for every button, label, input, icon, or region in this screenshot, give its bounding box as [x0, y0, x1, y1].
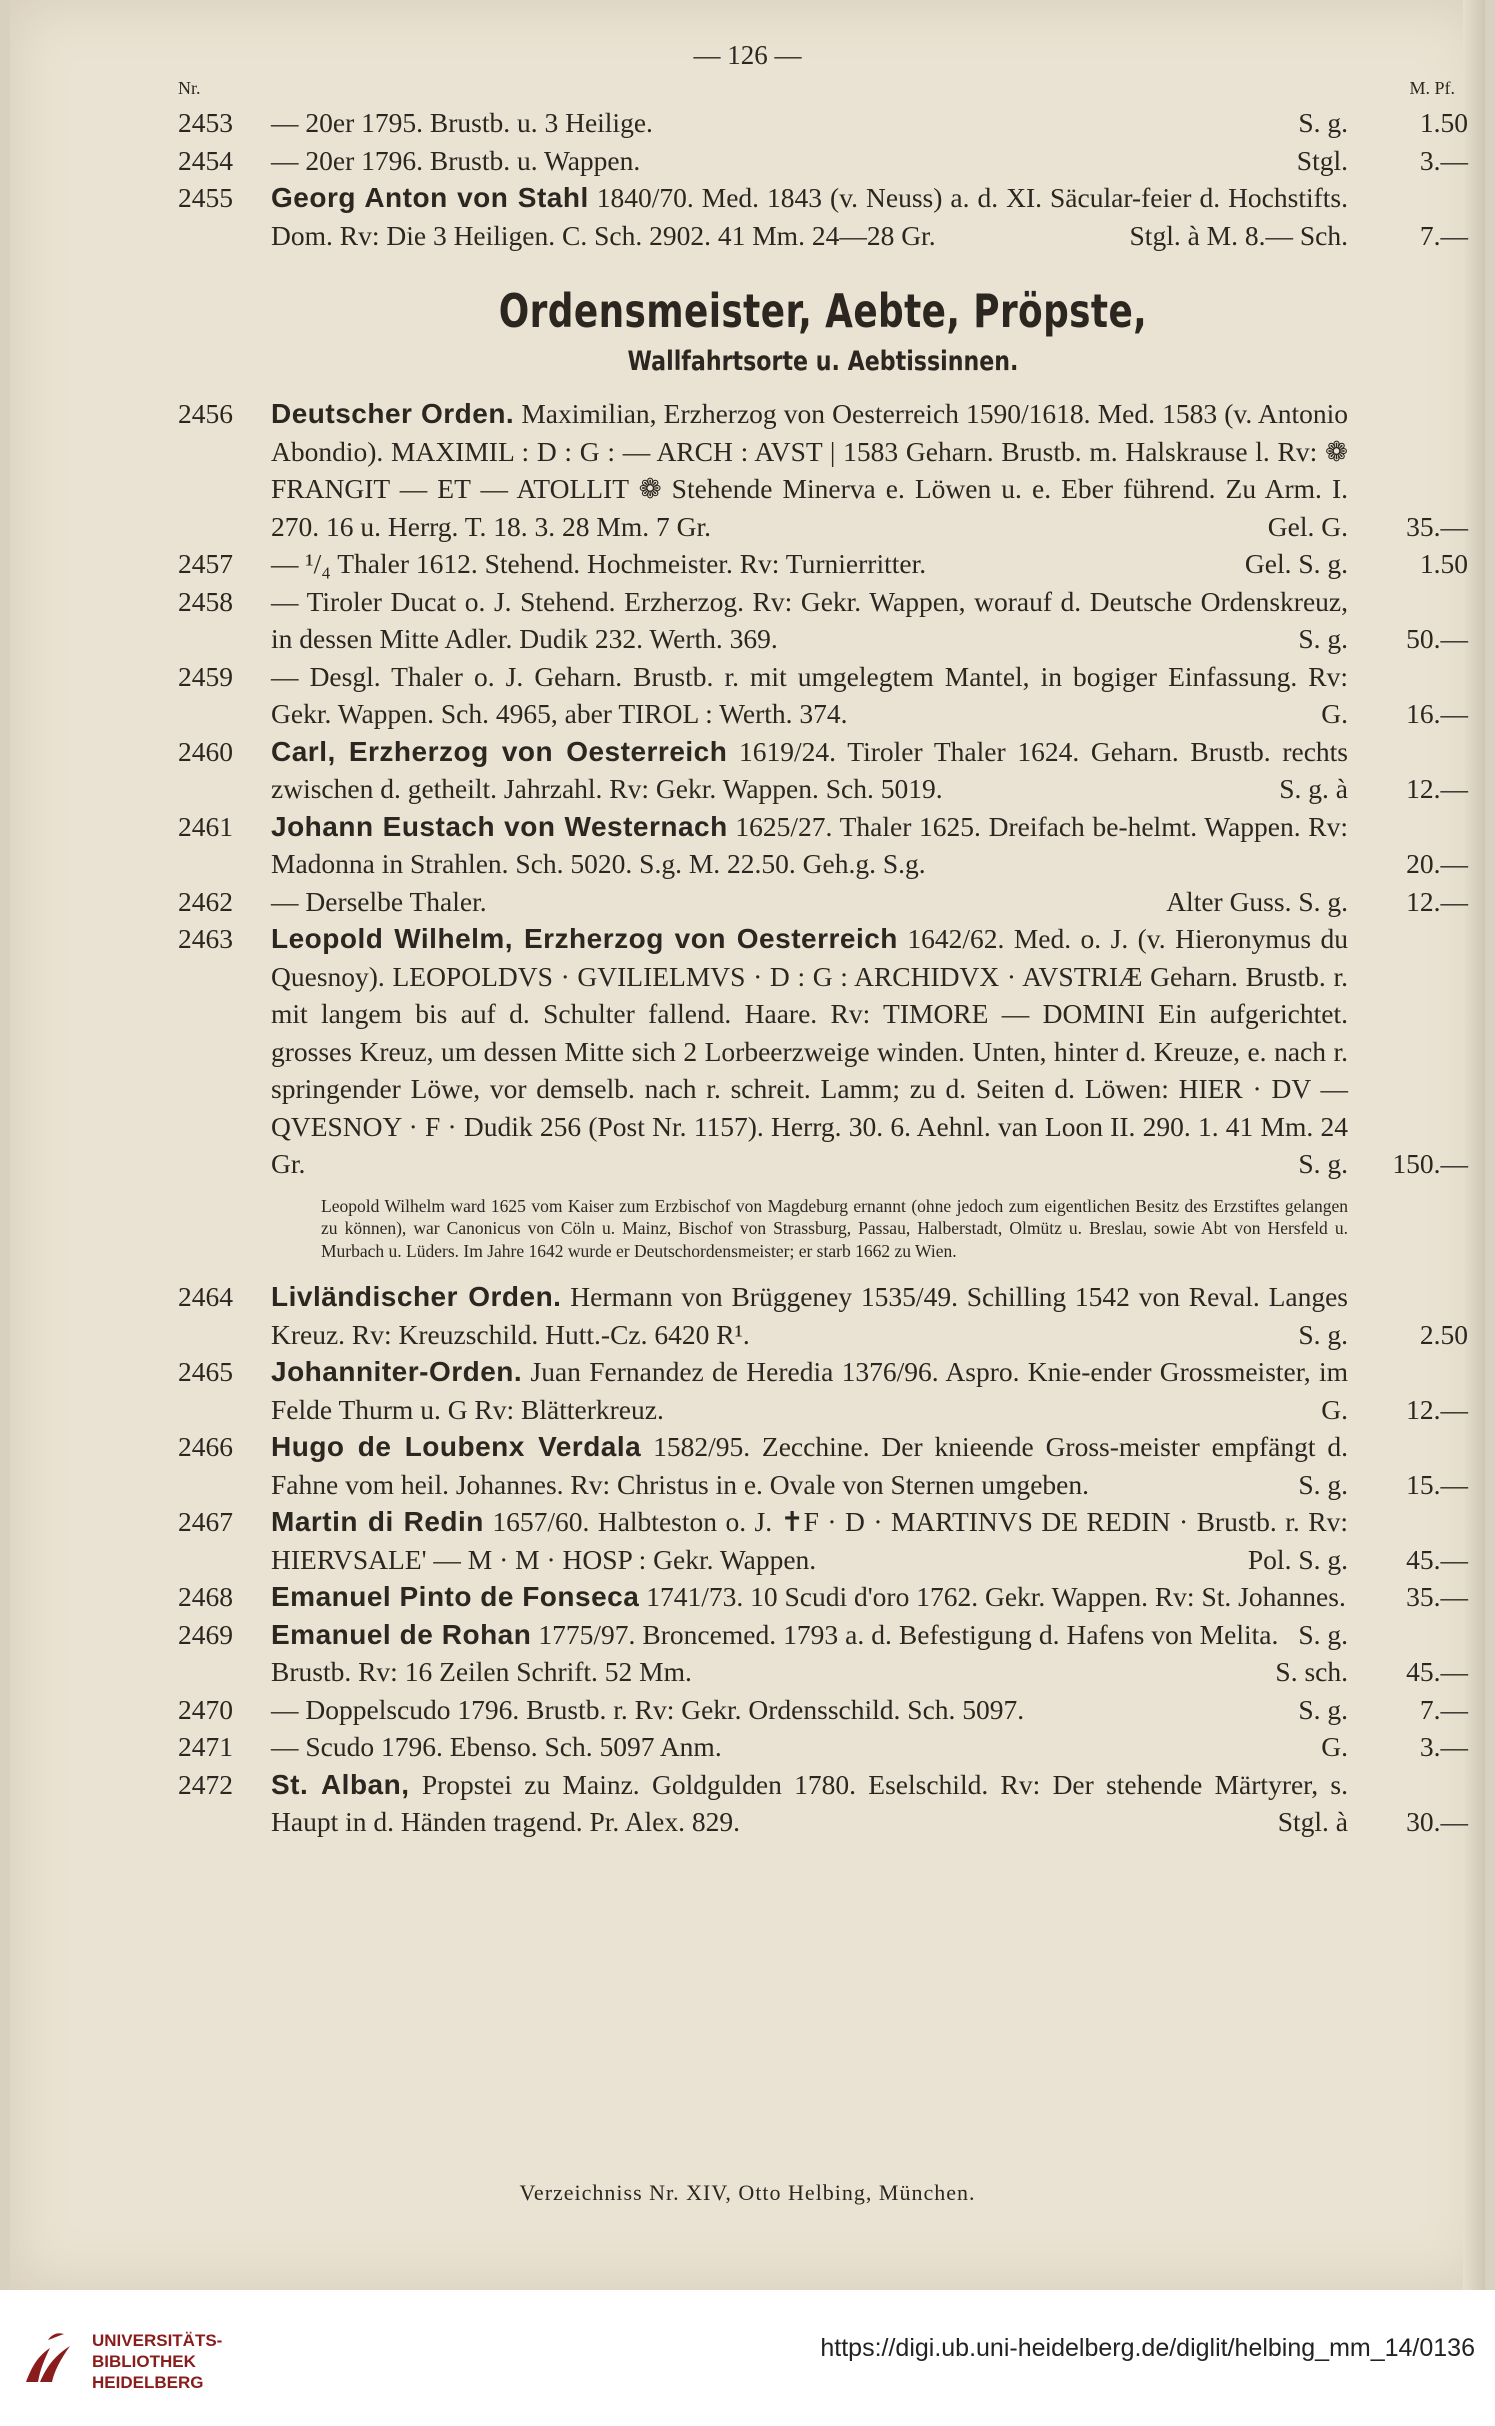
- entry-text: — Scudo 1796. Ebenso. Sch. 5097 Anm.: [271, 1731, 722, 1762]
- entry-price: 20.—: [1406, 848, 1468, 879]
- entry-condition: Stgl. à M. 8.— Sch.: [1129, 219, 1348, 251]
- entry-name: Johanniter-Orden.: [271, 1356, 523, 1387]
- entry-number: 2455: [178, 182, 233, 213]
- entry-name: St. Alban,: [271, 1768, 410, 1800]
- entries-bottom: [178, 1278, 1468, 1841]
- entry-price: 12.—: [1406, 1393, 1468, 1425]
- entry-price: 45.—: [1406, 1543, 1468, 1575]
- entry-condition: S. g.: [1298, 623, 1348, 654]
- entry-description: [271, 733, 1468, 808]
- entry-description: [271, 808, 1468, 883]
- entry-number: 2465: [178, 1356, 233, 1387]
- entry-name: Hugo de Loubenx Verdala: [271, 1431, 642, 1462]
- entry-price: 2.50: [1419, 1318, 1468, 1350]
- entry-text: 1775/97. Broncemed. 1793 a. d. Befestigung d. Hafens von Melita. Brustb. Rv: 16 Zeilen Schrift. 52 Mm.: [271, 1618, 1279, 1687]
- catalogue-entry: [178, 1503, 1468, 1578]
- catalogue-entry: [178, 1278, 1468, 1353]
- catalogue-entry: [178, 104, 1468, 142]
- entry-description: [271, 1616, 1468, 1691]
- entry-text: 1657/60. Halbteston o. J. ✝F · D · MARTINVS DE REDIN · Brustb. r. Rv: HIERVSALE' — M · M · HOSP : Gekr. Wappen.: [271, 1506, 1348, 1575]
- entry-description: [271, 395, 1468, 545]
- entry-name: Leopold Wilhelm, Erzherzog von Oesterreich: [271, 923, 898, 954]
- university-library-logo-icon: [18, 2326, 82, 2390]
- library-line-2: BIBLIOTHEK: [92, 2352, 196, 2371]
- page-number: — 126 —: [693, 40, 802, 70]
- entry-number: 2472: [178, 1768, 233, 1800]
- entry-description: [271, 142, 1468, 180]
- entry-number: 2467: [178, 1506, 233, 1537]
- entry-price: 45.—: [1406, 1656, 1468, 1687]
- entry-condition: Alter Guss. S. g.: [1166, 885, 1348, 917]
- entry-text: 1625/27. Thaler 1625. Dreifach be-helmt. Wappen. Rv: Madonna in Strahlen. Sch. 5020. S.g. M. 22.50. Geh.g. S.g.: [271, 810, 1348, 879]
- entry-text: — Doppelscudo 1796. Brustb. r. Rv: Gekr. Ordensschild. Sch. 5097.: [271, 1693, 1025, 1725]
- entry-description: [271, 545, 1468, 583]
- entry-text: — Tiroler Ducat o. J. Stehend. Erzherzog. Rv: Gekr. Wappen, worauf d. Deutsche Ordenskreuz, in dessen Mitte Adler. Dudik 232. Werth. 369.: [271, 585, 1348, 654]
- entry-condition: S. g.: [1298, 1468, 1348, 1500]
- entry-text: — 20er 1796. Brustb. u. Wappen.: [271, 144, 641, 176]
- section-heading: [178, 284, 1468, 377]
- entry-price: 35.—: [1406, 510, 1468, 542]
- entry-text: 1619/24. Tiroler Thaler 1624. Geharn. Brustb. rechts zwischen d. getheilt. Jahrzahl. Rv: Gekr. Wappen. Sch. 5019.: [271, 735, 1348, 804]
- entry-description: [271, 920, 1468, 1183]
- catalogue-entry: [178, 883, 1468, 921]
- catalogue-entry: [178, 1353, 1468, 1428]
- entry-description: [271, 1353, 1468, 1428]
- catalogue-footer: Verzeichniss Nr. XIV, Otto Helbing, München.: [519, 2180, 976, 2205]
- entry-price: 16.—: [1406, 698, 1468, 729]
- entry-number: 2458: [178, 585, 233, 617]
- entry-description: [271, 583, 1468, 658]
- entry-text: — 20er 1795. Brustb. u. 3 Heilige.: [271, 107, 653, 138]
- catalogue-entry: [178, 142, 1468, 180]
- catalogue-entry: [178, 658, 1468, 733]
- entry-name: Emanuel Pinto de Fonseca: [271, 1581, 640, 1612]
- library-line-1: UNIVERSITÄTS-: [92, 2331, 223, 2350]
- entry-text: — ¹/₄ Thaler 1612. Stehend. Hochmeister. Rv: Turnierritter.: [271, 548, 927, 579]
- catalogue-entry: [178, 1728, 1468, 1766]
- entry-number: 2459: [178, 660, 233, 692]
- entry-condition: S. g. à: [1279, 773, 1348, 804]
- entry-condition: Pol. S. g.: [1247, 1543, 1348, 1575]
- entry-price: 3.—: [1419, 144, 1468, 176]
- entries-top: [178, 104, 1468, 254]
- catalogue-entry: [178, 1616, 1468, 1691]
- entry-name: Livländischer Orden.: [271, 1281, 562, 1312]
- entry-price: 35.—: [1406, 1581, 1468, 1612]
- entry-condition: S. g.: [1298, 1148, 1348, 1179]
- footnote: Leopold Wilhelm ward 1625 vom Kaiser zum Erzbischof von Magdeburg ernannt (ohne jedoch zum eigentlichen Besitz des Erzstiftes gelangen zu können), war Canonicus von Cöln u. Mainz, Bischof von Strassburg, Passau, Halberstadt, Olmütz u. Breslau, sowie Abt von Hersfeld u. Murbach u. Lüders. Im Jahre 1642 wurde er Deutschordensmeister; er starb 1662 zu Wien.: [321, 1195, 1348, 1261]
- catalogue-entry: [178, 395, 1468, 545]
- entry-number: 2453: [178, 107, 233, 138]
- entry-price: 30.—: [1406, 1806, 1468, 1837]
- catalogue-entry: [178, 545, 1468, 583]
- entry-number: 2464: [178, 1281, 233, 1312]
- entry-number: 2462: [178, 885, 233, 917]
- entry-condition: G.: [1321, 698, 1348, 729]
- entry-number: 2460: [178, 735, 233, 767]
- entry-text: Juan Fernandez de Heredia 1376/96. Aspro. Knie-ender Grossmeister, im Felde Thurm u. G Rv: Blätterkreuz.: [271, 1356, 1348, 1425]
- library-line-3: HEIDELBERG: [92, 2373, 204, 2392]
- catalogue-entry: [178, 179, 1468, 254]
- entry-price: 12.—: [1406, 773, 1468, 804]
- entry-price: 50.—: [1406, 623, 1468, 654]
- entry-description: [271, 1503, 1468, 1578]
- entry-description: [271, 1278, 1468, 1353]
- entry-condition: Gel. G.: [1267, 510, 1348, 542]
- entry-price: 15.—: [1406, 1468, 1468, 1500]
- entry-price: 7.—: [1419, 219, 1468, 251]
- entry-condition: G.: [1321, 1393, 1348, 1425]
- catalogue-entry: [178, 808, 1468, 883]
- catalogue-entries: [178, 104, 1468, 1841]
- catalogue-entry: [178, 733, 1468, 808]
- entry-price: 12.—: [1406, 885, 1468, 917]
- entry-number: 2457: [178, 548, 233, 579]
- entry-number: 2470: [178, 1693, 233, 1725]
- entry-condition: G.: [1321, 1731, 1348, 1762]
- entry-condition: Gel. S. g.: [1244, 548, 1348, 579]
- entry-price: 1.50: [1419, 548, 1468, 579]
- scanned-page: [10, 0, 1485, 2290]
- entry-description: [271, 104, 1468, 142]
- entry-description: [271, 179, 1468, 254]
- entry-condition: S. g.: [1298, 1618, 1348, 1650]
- catalogue-entry: [178, 1766, 1468, 1841]
- entry-text: 1642/62. Med. o. J. (v. Hieronymus du Quesnoy). LEOPOLDVS · GVILIELMVS · D : G : ARCHIDVX · AVSTRIÆ Geharn. Brustb. r. mit langem bis auf d. Schulter fallend. Haare. Rv: TIMORE — DOMINI Ein aufgerichtet. grosses Kreuz, um dessen Mitte sich 2 Lorbeerzweige winden. Unten, hinter d. Kreuze, e. nach r. springender Löwe, vor demselb. nach r. schreit. Lamm; zu d. Seiten d. Löwen: HIER · DV — QVESNOY · F · Dudik 256 (Post Nr. 1157). Herrg. 30. 6. Aehnl. van Loon II. 290. 1. 41 Mm. 24 Gr.: [271, 923, 1348, 1179]
- entry-condition: Stgl. à: [1277, 1806, 1348, 1837]
- entry-text: Hermann von Brüggeney 1535/49. Schilling 1542 von Reval. Langes Kreuz. Rv: Kreuzschild. Hutt.-Cz. 6420 R¹.: [271, 1281, 1348, 1350]
- entry-condition: S. sch.: [1275, 1656, 1348, 1687]
- entry-condition: S. g.: [1298, 107, 1348, 138]
- entry-price: 1.50: [1419, 107, 1468, 138]
- entries-middle: [178, 395, 1468, 1183]
- entry-text: — Derselbe Thaler.: [271, 885, 487, 917]
- entry-price: 150.—: [1392, 1148, 1468, 1179]
- catalogue-entry: [178, 920, 1468, 1183]
- catalogue-entry: [178, 1428, 1468, 1503]
- entry-description: [271, 1428, 1468, 1503]
- entry-description: [271, 1691, 1468, 1729]
- entry-text: — Desgl. Thaler o. J. Geharn. Brustb. r. mit umgelegtem Mantel, in bogiger Einfassung. Rv: Gekr. Wappen. Sch. 4965, aber TIROL : Werth. 374.: [271, 660, 1348, 729]
- entry-name: Martin di Redin: [271, 1506, 484, 1537]
- entry-number: 2463: [178, 923, 233, 954]
- entry-number: 2456: [178, 398, 233, 429]
- section-title: Ordensmeister, Aebte, Pröpste,: [498, 284, 1148, 338]
- entry-description: [271, 883, 1468, 921]
- entry-text: 1840/70. Med. 1843 (v. Neuss) a. d. XI. Säcular-feier d. Hochstifts. Dom. Rv: Die 3 Heiligen. C. Sch. 2902. 41 Mm. 24—28 Gr.: [271, 182, 1348, 251]
- entry-condition: S. g.: [1298, 1318, 1348, 1350]
- entry-condition: S. g.: [1298, 1693, 1348, 1725]
- permalink-url[interactable]: https://digi.ub.uni-heidelberg.de/diglit/helbing_mm_14/0136: [820, 2334, 1475, 2362]
- entry-number: 2471: [178, 1731, 233, 1762]
- entry-condition: Stgl.: [1296, 144, 1348, 176]
- entry-description: [271, 1728, 1468, 1766]
- entry-name: Georg Anton von Stahl: [271, 182, 589, 213]
- entry-description: [271, 658, 1468, 733]
- entry-text: Maximilian, Erzherzog von Oesterreich 1590/1618. Med. 1583 (v. Antonio Abondio). MAXIMIL : D : G : — ARCH : AVST | 1583 Geharn. Brustb. m. Halskrause l. Rv: ❁ FRANGIT — ET — ATOLLIT ❁ Stehende Minerva e. Löwen u. e. Eber führend. Zu Arm. I. 270. 16 u. Herrg. T. 18. 3. 28 Mm. 7 Gr.: [271, 398, 1348, 542]
- library-name: [92, 2330, 222, 2393]
- entry-number: 2468: [178, 1581, 233, 1612]
- column-head-nr: Nr.: [178, 78, 201, 98]
- entry-name: Emanuel de Rohan: [271, 1618, 532, 1650]
- entry-name: Carl, Erzherzog von Oesterreich: [271, 735, 728, 767]
- catalogue-entry: [178, 1691, 1468, 1729]
- column-head-price: M. Pf.: [1409, 78, 1455, 98]
- entry-text: 1741/73. 10 Scudi d'oro 1762. Gekr. Wappen. Rv: St. Johannes.: [639, 1581, 1346, 1612]
- entry-text: 1582/95. Zecchine. Der knieende Gross-meister empfängt d. Fahne vom heil. Johannes. Rv: Christus in e. Ovale von Sternen umgeben.: [271, 1431, 1348, 1500]
- catalogue-entry: [178, 583, 1468, 658]
- entry-name: Johann Eustach von Westernach: [271, 810, 728, 842]
- entry-number: 2461: [178, 810, 233, 842]
- entry-text: Propstei zu Mainz. Goldgulden 1780. Eselschild. Rv: Der stehende Märtyrer, s. Haupt in d. Händen tragend. Pr. Alex. 829.: [271, 1768, 1348, 1837]
- entry-name: Deutscher Orden.: [271, 398, 515, 429]
- entry-price: 3.—: [1419, 1731, 1468, 1762]
- entry-number: 2454: [178, 144, 233, 176]
- entry-number: 2469: [178, 1618, 233, 1650]
- entry-price: 7.—: [1419, 1693, 1468, 1725]
- entry-description: [271, 1766, 1468, 1841]
- entry-number: 2466: [178, 1431, 233, 1462]
- section-subtitle: Wallfahrtsorte u. Aebtissinnen.: [627, 346, 1019, 377]
